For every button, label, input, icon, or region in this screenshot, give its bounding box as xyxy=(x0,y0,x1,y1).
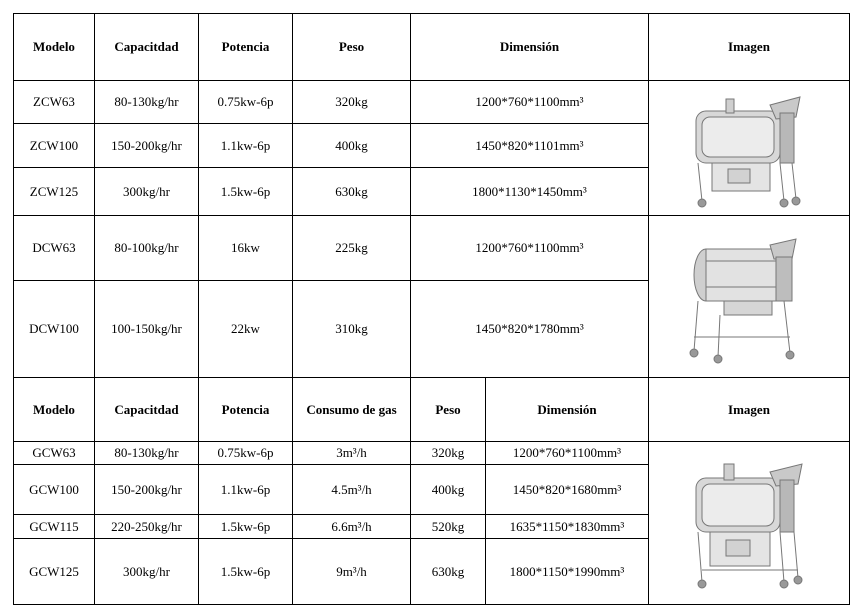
col-header-imagen: Imagen xyxy=(649,378,850,442)
cell-peso: 320kg xyxy=(293,81,411,124)
cell-peso: 630kg xyxy=(293,168,411,216)
col-header-peso: Peso xyxy=(293,14,411,81)
cell-capacidad: 150-200kg/hr xyxy=(95,124,199,168)
cell-potencia: 1.5kw-6p xyxy=(199,539,293,605)
cell-modelo: GCW125 xyxy=(14,539,95,605)
cell-modelo: DCW100 xyxy=(14,281,95,378)
roaster-machine-photo xyxy=(684,452,814,594)
cell-potencia: 0.75kw-6p xyxy=(199,442,293,465)
machine-image-cell xyxy=(649,442,850,605)
cell-consumo-gas: 6.6m³/h xyxy=(293,515,411,539)
cell-dimension: 1200*760*1100mm³ xyxy=(411,216,649,281)
header-row xyxy=(14,378,850,442)
cell-capacidad: 80-130kg/hr xyxy=(95,442,199,465)
cell-potencia: 1.5kw-6p xyxy=(199,515,293,539)
col-header-consumo-de-gas: Consumo de gas xyxy=(293,378,411,442)
cell-consumo-gas: 3m³/h xyxy=(293,442,411,465)
col-header-modelo: Modelo xyxy=(14,14,95,81)
roaster-machine-photo xyxy=(684,83,814,213)
cell-capacidad: 100-150kg/hr xyxy=(95,281,199,378)
col-header-modelo: Modelo xyxy=(14,378,95,442)
cell-peso: 320kg xyxy=(411,442,486,465)
cell-peso: 310kg xyxy=(293,281,411,378)
cell-dimension: 1450*820*1101mm³ xyxy=(411,124,649,168)
cell-dimension: 1450*820*1780mm³ xyxy=(411,281,649,378)
cell-modelo: ZCW125 xyxy=(14,168,95,216)
table-row xyxy=(14,216,850,281)
cell-potencia: 16kw xyxy=(199,216,293,281)
cell-potencia: 22kw xyxy=(199,281,293,378)
col-header-potencia: Potencia xyxy=(199,14,293,81)
cell-dimension: 1800*1130*1450mm³ xyxy=(411,168,649,216)
cell-modelo: ZCW100 xyxy=(14,124,95,168)
cell-peso: 225kg xyxy=(293,216,411,281)
col-header-capacitdad: Capacitdad xyxy=(95,14,199,81)
header-row xyxy=(14,14,850,81)
cell-peso: 520kg xyxy=(411,515,486,539)
cell-potencia: 1.1kw-6p xyxy=(199,124,293,168)
cell-capacidad: 150-200kg/hr xyxy=(95,465,199,515)
cell-dimension: 1200*760*1100mm³ xyxy=(486,442,649,465)
cell-dimension: 1450*820*1680mm³ xyxy=(486,465,649,515)
cell-potencia: 1.5kw-6p xyxy=(199,168,293,216)
cell-modelo: GCW63 xyxy=(14,442,95,465)
cell-consumo-gas: 4.5m³/h xyxy=(293,465,411,515)
col-header-dimension: Dimensión xyxy=(486,378,649,442)
cell-potencia: 1.1kw-6p xyxy=(199,465,293,515)
cell-peso: 400kg xyxy=(411,465,486,515)
machine-image-cell xyxy=(649,216,850,378)
col-header-dimension: Dimensión xyxy=(411,14,649,81)
cell-peso: 400kg xyxy=(293,124,411,168)
table-row xyxy=(14,442,850,465)
col-header-peso: Peso xyxy=(411,378,486,442)
col-header-potencia: Potencia xyxy=(199,378,293,442)
spec-sheet xyxy=(13,13,850,605)
cell-dimension: 1635*1150*1830mm³ xyxy=(486,515,649,539)
col-header-imagen: Imagen xyxy=(649,14,850,81)
cell-capacidad: 80-100kg/hr xyxy=(95,216,199,281)
cell-modelo: DCW63 xyxy=(14,216,95,281)
cell-consumo-gas: 9m³/h xyxy=(293,539,411,605)
cell-dimension: 1200*760*1100mm³ xyxy=(411,81,649,124)
cell-dimension: 1800*1150*1990mm³ xyxy=(486,539,649,605)
cell-modelo: GCW100 xyxy=(14,465,95,515)
cell-modelo: GCW115 xyxy=(14,515,95,539)
machine-image-cell xyxy=(649,81,850,216)
cell-capacidad: 80-130kg/hr xyxy=(95,81,199,124)
cell-peso: 630kg xyxy=(411,539,486,605)
spec-table xyxy=(13,13,850,605)
roaster-machine-photo xyxy=(684,229,814,364)
cell-modelo: ZCW63 xyxy=(14,81,95,124)
table-row xyxy=(14,81,850,124)
col-header-capacitdad: Capacitdad xyxy=(95,378,199,442)
cell-capacidad: 300kg/hr xyxy=(95,539,199,605)
cell-potencia: 0.75kw-6p xyxy=(199,81,293,124)
cell-capacidad: 300kg/hr xyxy=(95,168,199,216)
cell-capacidad: 220-250kg/hr xyxy=(95,515,199,539)
